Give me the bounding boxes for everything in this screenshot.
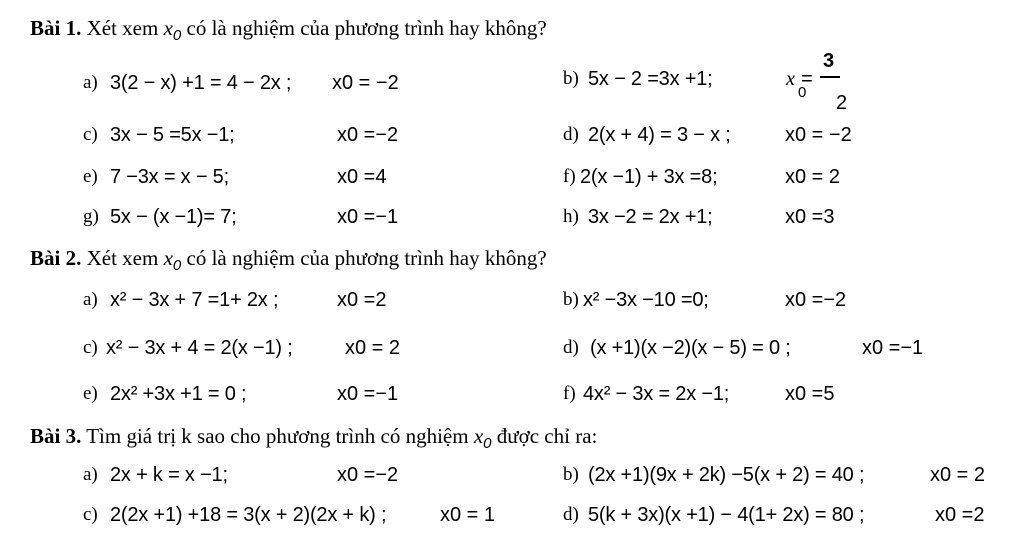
bai2-heading-post: có là nghiệm của phương trình hay không? (186, 246, 547, 270)
bai1-item-e-label: e) (83, 166, 98, 187)
bai1-item-a-equation: 3(2 − x) +1 = 4 − 2x ; (110, 72, 292, 94)
bai3-item-c-label: c) (83, 504, 98, 525)
bai2-heading-pre: Xét xem (86, 246, 159, 270)
bai2-item-e-x0: x0 =−1 (337, 383, 399, 405)
bai3-heading-post: được chỉ ra: (496, 424, 598, 448)
bai3-item-c-equation: 2(2x +1) +18 = 3(x + 2)(2x + k) ; (110, 504, 387, 526)
bai2-item-e-equation: 2x² +3x +1 = 0 ; (110, 383, 247, 405)
bai3-item-d-x0: x0 =2 (935, 504, 985, 526)
bai1-item-h-x0: x0 =3 (785, 206, 835, 228)
bai2-item-d-equation: (x +1)(x −2)(x − 5) = 0 ; (590, 337, 791, 359)
bai1-item-h-equation: 3x −2 = 2x +1; (588, 206, 713, 228)
bai1-heading-pre: Xét xem (86, 16, 159, 40)
bai1-item-g-equation: 5x − (x −1)= 7; (110, 206, 237, 228)
bai3-heading-label: Bài 3. (30, 424, 82, 448)
bai3-item-b-x0: x0 = 2 (930, 464, 986, 486)
bai3-item-c-x0: x0 = 1 (440, 504, 496, 526)
bai2-item-a-label: a) (83, 289, 98, 310)
bai1-heading-post: có là nghiệm của phương trình hay không? (186, 16, 547, 40)
bai2-heading-x0: $x_0$ (163, 246, 182, 274)
bai2-item-b-x0: x0 =−2 (785, 289, 847, 311)
bai3-heading-x0: $x_0$ (473, 424, 492, 452)
bai3-item-d-label: d) (563, 504, 579, 525)
bai3-item-b-label: b) (563, 464, 579, 485)
bai2-heading-label: Bài 2. (30, 246, 82, 270)
bai1-item-b-equation: 5x − 2 =3x +1; (588, 68, 713, 90)
bai1-item-f-label: f) (563, 166, 576, 187)
bai3-item-a-label: a) (83, 464, 98, 485)
bai2-item-d-x0: x0 =−1 (862, 337, 924, 359)
bai3-heading-pre: Tìm giá trị k sao cho phương trình có nghiệm (86, 424, 469, 448)
bai3-heading (30, 424, 597, 452)
bai2-item-c-equation: x² − 3x + 4 = 2(x −1) ; (106, 337, 293, 359)
bai3-item-a-x0: x0 =−2 (337, 464, 399, 486)
bai2-item-a-x0: x0 =2 (337, 289, 387, 311)
bai1-item-b-x0-prefix: x (786, 68, 795, 90)
bai2-item-f-label: f) (563, 383, 576, 404)
bai1-item-c-x0: x0 =−2 (337, 124, 399, 146)
bai3-item-d-equation: 5(k + 3x)(x +1) − 4(1+ 2x) = 80 ; (588, 504, 865, 526)
bai1-item-b-x0-sub: 0 (798, 84, 807, 101)
bai2-item-e-label: e) (83, 383, 98, 404)
bai2-heading (30, 246, 547, 274)
bai2-item-b-equation: x² −3x −10 =0; (583, 289, 709, 311)
bai1-item-b-frac-num: 3 (823, 50, 835, 72)
bai2-item-f-x0: x0 =5 (785, 383, 835, 405)
bai1-item-b-frac-den: 2 (836, 92, 848, 114)
bai2-item-a-equation: x² − 3x + 7 =1+ 2x ; (110, 289, 279, 311)
bai2-item-d-label: d) (563, 337, 579, 358)
bai1-item-b-x0-eq: = (801, 68, 813, 90)
bai1-item-b-label: b) (563, 68, 579, 89)
bai1-item-f-equation: 2(x −1) + 3x =8; (580, 166, 718, 188)
bai1-item-d-equation: 2(x + 4) = 3 − x ; (588, 124, 731, 146)
bai1-item-d-x0: x0 = −2 (785, 124, 852, 146)
bai2-item-b-label: b) (563, 289, 579, 310)
bai3-item-b-equation: (2x +1)(9x + 2k) −5(x + 2) = 40 ; (588, 464, 865, 486)
bai1-heading (30, 16, 547, 44)
bai1-item-f-x0: x0 = 2 (785, 166, 841, 188)
bai1-heading-label: Bài 1. (30, 16, 82, 40)
bai1-item-c-equation: 3x − 5 =5x −1; (110, 124, 235, 146)
bai1-item-a-label: a) (83, 72, 98, 93)
bai1-item-g-label: g) (83, 206, 99, 227)
bai1-item-c-label: c) (83, 124, 98, 145)
bai1-item-d-label: d) (563, 124, 579, 145)
bai1-item-h-label: h) (563, 206, 579, 227)
bai2-item-f-equation: 4x² − 3x = 2x −1; (583, 383, 730, 405)
bai1-item-g-x0: x0 =−1 (337, 206, 399, 228)
bai2-item-c-x0: x0 = 2 (345, 337, 401, 359)
bai1-item-b-frac-bar (820, 76, 840, 78)
bai1-item-e-x0: x0 =4 (337, 166, 387, 188)
bai3-item-a-equation: 2x + k = x −1; (110, 464, 228, 486)
bai1-item-a-x0: x0 = −2 (332, 72, 399, 94)
bai2-item-c-label: c) (83, 337, 98, 358)
bai1-heading-x0: $x_0$ (163, 16, 182, 44)
bai1-item-e-equation: 7 −3x = x − 5; (110, 166, 229, 188)
